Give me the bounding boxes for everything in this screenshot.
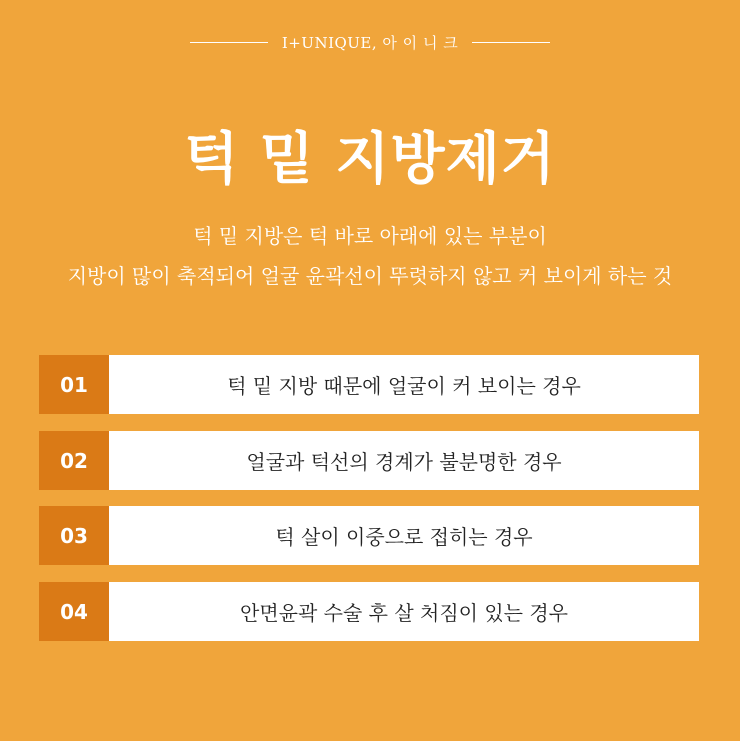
list-item [39,582,699,641]
list-item [39,355,699,414]
item-number: 03 [39,506,109,565]
item-number: 02 [39,431,109,490]
item-text: 턱 살이 이중으로 접히는 경우 [109,506,699,565]
brand-divider-right [472,42,550,43]
brand-divider-left [190,42,268,43]
brand-text: I+UNIQUE, 아 이 니 크 [281,34,459,52]
page-title: 턱 밑 지방제거 [184,127,556,192]
subtitle-line-2: 지방이 많이 축적되어 얼굴 윤곽선이 뚜렷하지 않고 커 보이게 하는 것 [67,264,673,288]
item-text: 안면윤곽 수술 후 살 처짐이 있는 경우 [109,582,699,641]
subtitle-line-1: 턱 밑 지방은 턱 바로 아래에 있는 부분이 [193,224,547,248]
list-item [39,431,699,490]
item-text: 얼굴과 턱선의 경계가 불분명한 경우 [109,431,699,490]
item-number: 04 [39,582,109,641]
brand-header [0,32,740,53]
item-number: 01 [39,355,109,414]
case-list [39,355,699,658]
list-item [39,506,699,565]
item-text: 턱 밑 지방 때문에 얼굴이 커 보이는 경우 [109,355,699,414]
